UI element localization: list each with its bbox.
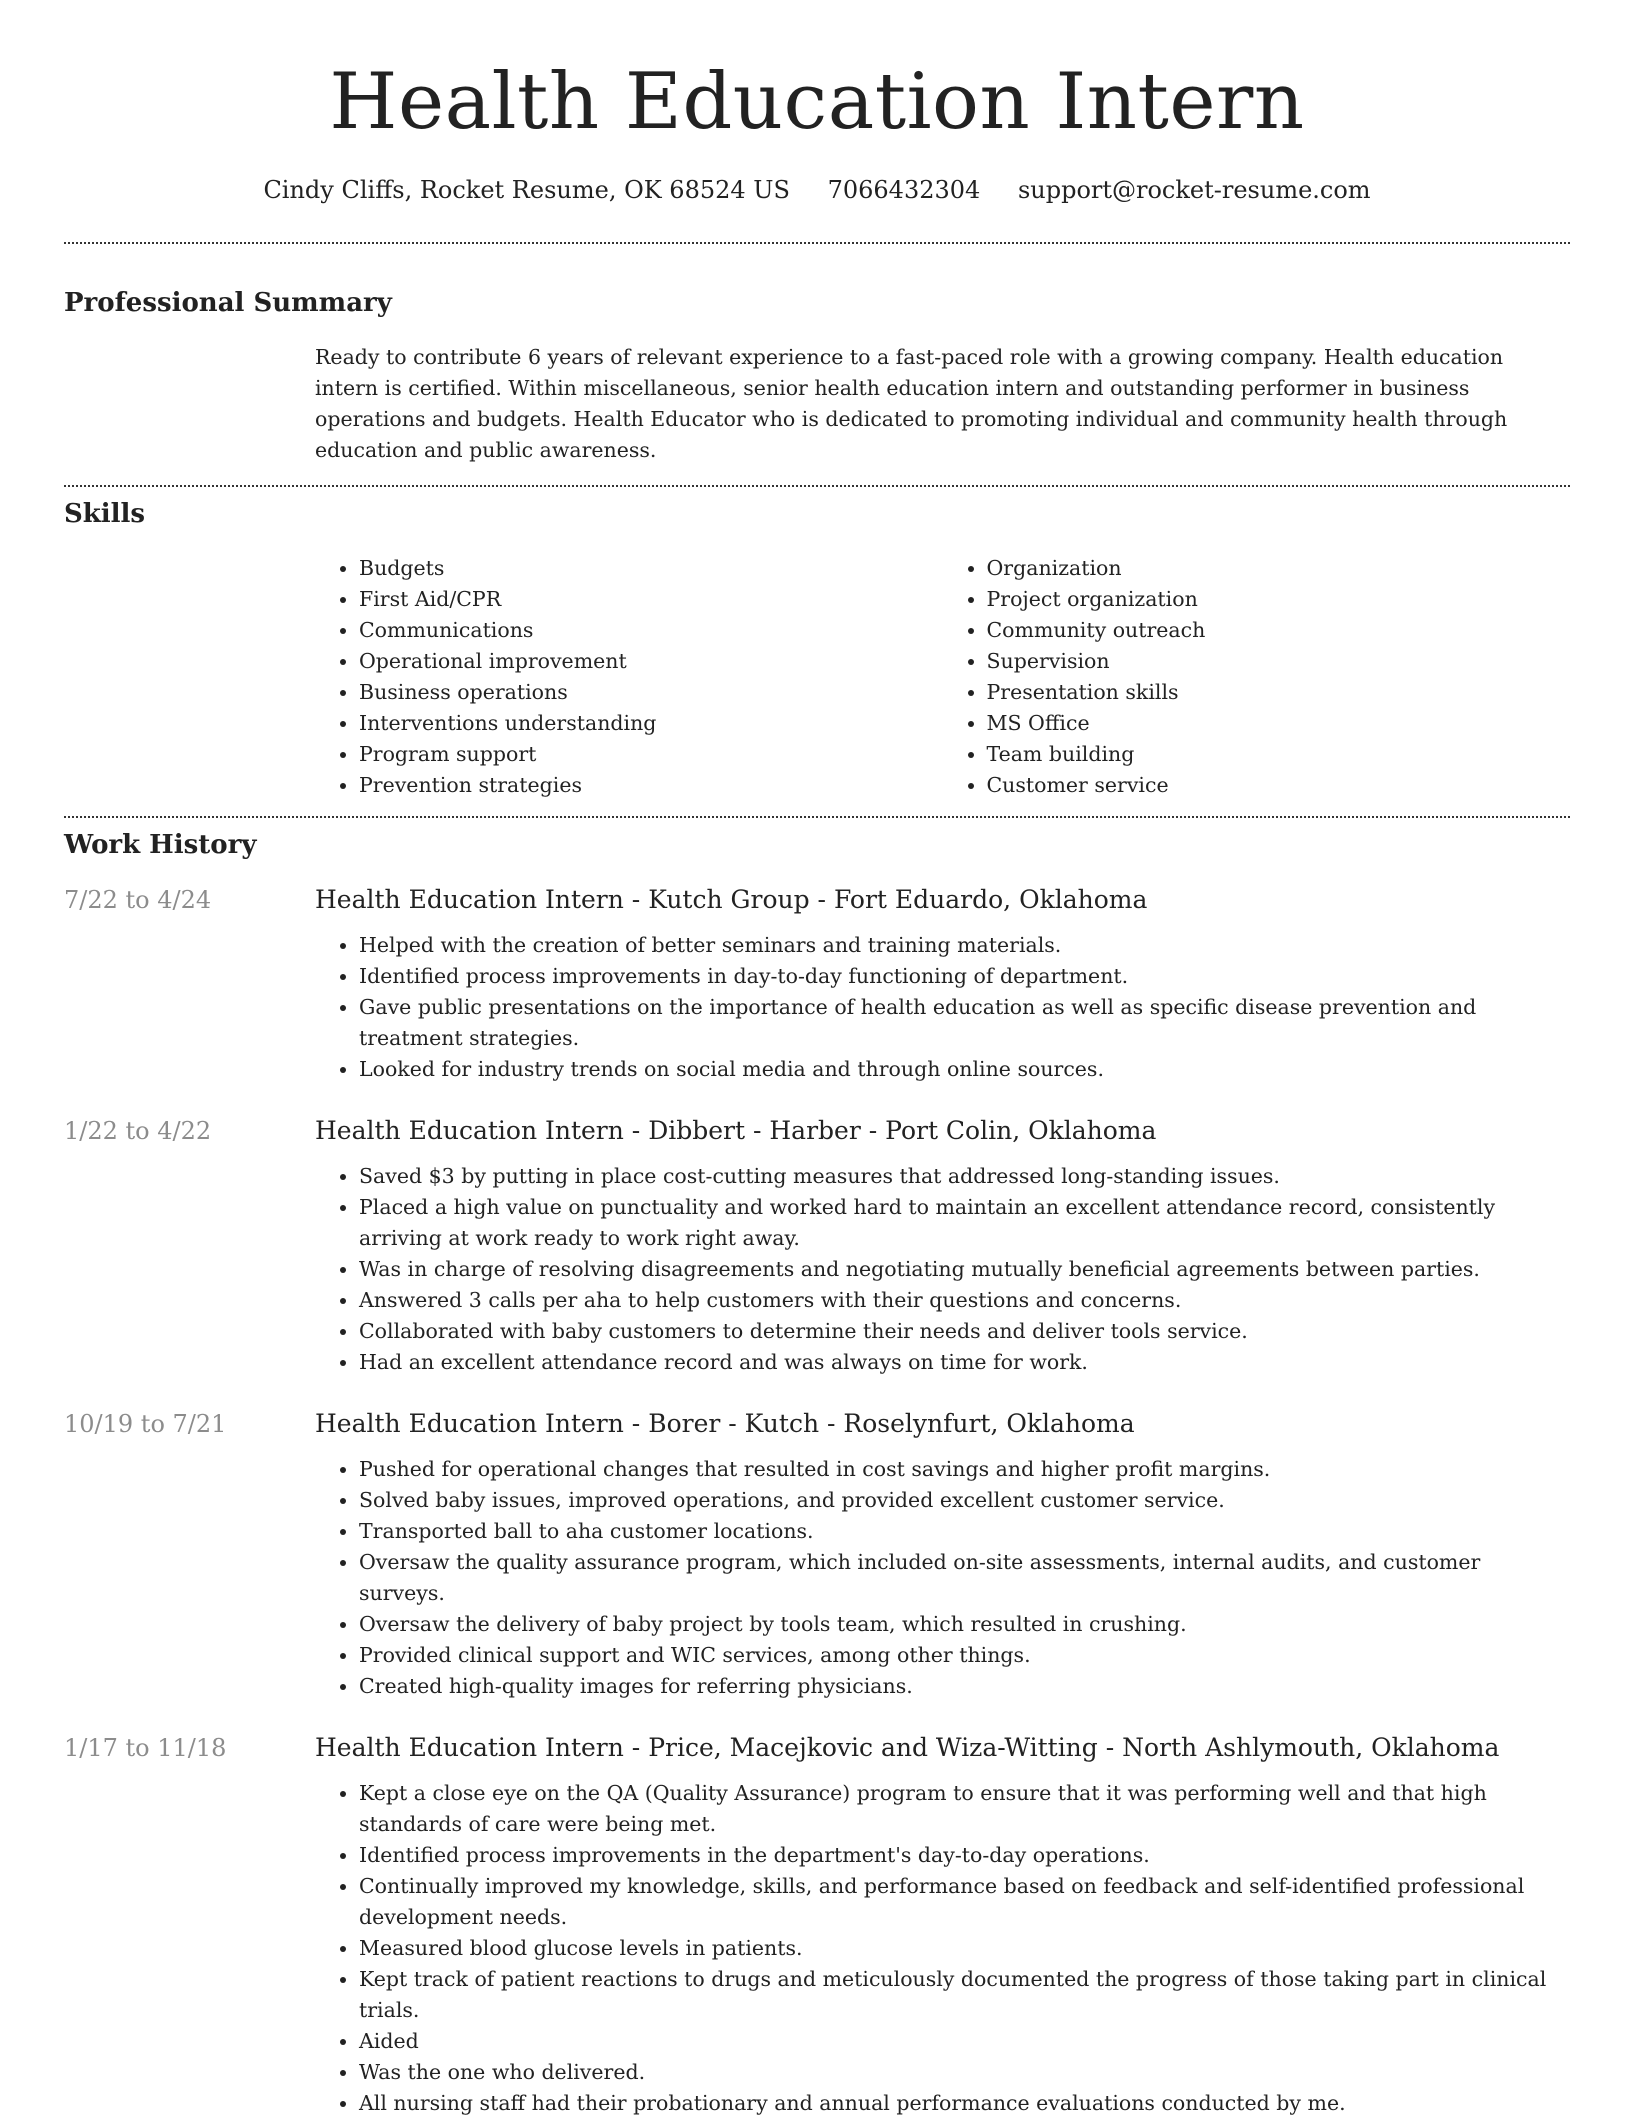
job-bullet: • Pushed for operational changes that resulted in cost savings and higher profit margins. <box>359 1454 1570 1485</box>
job-title: Health Education Intern - Price, Macejkovic and Wiza-Witting - North Ashlymouth, Oklahoma <box>315 1733 1500 1762</box>
summary-text: Ready to contribute 6 years of relevant experience to a fast-paced role with a growing company. Health education intern is certified. Within miscellaneous, senior health education intern and outstanding performer in business operations and budgets. Health Educator who is dedicated to promoting individual and community health through education and public awareness. <box>315 345 1508 462</box>
skill-item: • Organization <box>987 553 1571 584</box>
job-bullet: • Kept track of patient reactions to drugs and meticulously documented the progress of those taking part in clinical trials. <box>359 1964 1570 2026</box>
job-bullet: • Created high-quality images for referring physicians. <box>359 1671 1570 1702</box>
job-bullet: • Oversaw the quality assurance program, which included on-site assessments, internal audits, and customer surveys. <box>359 1547 1570 1609</box>
skill-item: • Business operations <box>359 677 943 708</box>
skills-heading: Skills <box>64 499 146 529</box>
skill-item: • Supervision <box>987 646 1571 677</box>
skill-item: • Team building <box>987 739 1571 770</box>
job-bullet: • Kept a close eye on the QA (Quality Assurance) program to ensure that it was performing well and that high standards of care were being met. <box>359 1778 1570 1840</box>
job-bullet: • Was in charge of resolving disagreements and negotiating mutually beneficial agreements between parties. <box>359 1254 1570 1285</box>
skills-list <box>315 553 1570 801</box>
job-date: 1/17 to 11/18 <box>64 1734 227 1762</box>
job-title: Health Education Intern - Dibbert - Harber - Port Colin, Oklahoma <box>315 1116 1157 1145</box>
job-title: Health Education Intern - Kutch Group - Fort Eduardo, Oklahoma <box>315 885 1148 914</box>
job-bullets <box>315 1778 1570 2119</box>
job-bullet: • Looked for industry trends on social media and through online sources. <box>359 1054 1570 1085</box>
divider-summary <box>64 485 1570 487</box>
job-bullet: • Placed a high value on punctuality and worked hard to maintain an excellent attendance record, consistently arriving at work ready to work right away. <box>359 1192 1570 1254</box>
skill-item: • Project organization <box>987 584 1571 615</box>
job-bullet: • Saved $3 by putting in place cost-cutting measures that addressed long-standing issues. <box>359 1161 1570 1192</box>
job-bullet: • Provided clinical support and WIC services, among other things. <box>359 1640 1570 1671</box>
job-bullet: • Identified process improvements in day-to-day functioning of department. <box>359 961 1570 992</box>
job-details <box>315 1407 1570 1702</box>
job-date: 1/22 to 4/22 <box>64 1117 212 1145</box>
summary-heading: Professional Summary <box>64 288 392 318</box>
skill-item: • First Aid/CPR <box>359 584 943 615</box>
skill-item: • Prevention strategies <box>359 770 943 801</box>
job-bullet: • Had an excellent attendance record and was always on time for work. <box>359 1347 1570 1378</box>
divider-header <box>64 242 1570 244</box>
job-date: 7/22 to 4/24 <box>64 886 212 914</box>
contact-line <box>64 174 1570 206</box>
job-entry <box>64 1114 1570 1378</box>
job-bullets <box>315 1454 1570 1702</box>
skill-item: • MS Office <box>987 708 1571 739</box>
job-bullet: • Transported ball to aha customer locations. <box>359 1516 1570 1547</box>
job-bullet: • Answered 3 calls per aha to help customers with their questions and concerns. <box>359 1285 1570 1316</box>
job-bullet: • Was the one who delivered. <box>359 2057 1570 2088</box>
divider-skills <box>64 816 1570 818</box>
job-title: Health Education Intern - Borer - Kutch - Roselynfurt, Oklahoma <box>315 1409 1135 1438</box>
job-details <box>315 883 1570 1085</box>
job-details <box>315 1114 1570 1378</box>
job-bullets <box>315 1161 1570 1378</box>
contact-phone: 7066432304 <box>827 176 981 204</box>
skills-column-left <box>315 553 943 801</box>
job-details <box>315 1731 1570 2119</box>
skill-item: • Interventions understanding <box>359 708 943 739</box>
job-entry <box>64 1731 1570 2119</box>
job-bullet: • Oversaw the delivery of baby project by tools team, which resulted in crushing. <box>359 1609 1570 1640</box>
job-entry <box>64 1407 1570 1702</box>
job-bullet: • Gave public presentations on the importance of health education as well as specific disease prevention and treatment strategies. <box>359 992 1570 1054</box>
job-bullet: • Measured blood glucose levels in patients. <box>359 1933 1570 1964</box>
resume-title: Health Education Intern <box>329 57 1305 147</box>
job-bullets <box>315 930 1570 1085</box>
contact-email: support@rocket-resume.com <box>1017 176 1371 204</box>
skill-item: • Budgets <box>359 553 943 584</box>
skill-item: • Communications <box>359 615 943 646</box>
job-entry <box>64 883 1570 1085</box>
job-bullet: • Collaborated with baby customers to determine their needs and deliver tools service. <box>359 1316 1570 1347</box>
job-bullet: • Helped with the creation of better seminars and training materials. <box>359 930 1570 961</box>
skill-item: • Presentation skills <box>987 677 1571 708</box>
job-bullet: • Aided <box>359 2026 1570 2057</box>
skill-item: • Community outreach <box>987 615 1571 646</box>
work-history-heading: Work History <box>64 830 257 860</box>
resume-page <box>64 0 1570 2119</box>
job-bullet: • Continually improved my knowledge, skills, and performance based on feedback and self-identified professional development needs. <box>359 1871 1570 1933</box>
skill-item: • Operational improvement <box>359 646 943 677</box>
job-bullet: • All nursing staff had their probationary and annual performance evaluations conducted by me. <box>359 2088 1570 2119</box>
job-bullet: • Solved baby issues, improved operations, and provided excellent customer service. <box>359 1485 1570 1516</box>
job-date: 10/19 to 7/21 <box>64 1410 227 1438</box>
contact-address: Cindy Cliffs, Rocket Resume, OK 68524 US <box>263 176 790 204</box>
skill-item: • Program support <box>359 739 943 770</box>
skill-item: • Customer service <box>987 770 1571 801</box>
job-bullet: • Identified process improvements in the department's day-to-day operations. <box>359 1840 1570 1871</box>
skills-column-right <box>943 553 1571 801</box>
